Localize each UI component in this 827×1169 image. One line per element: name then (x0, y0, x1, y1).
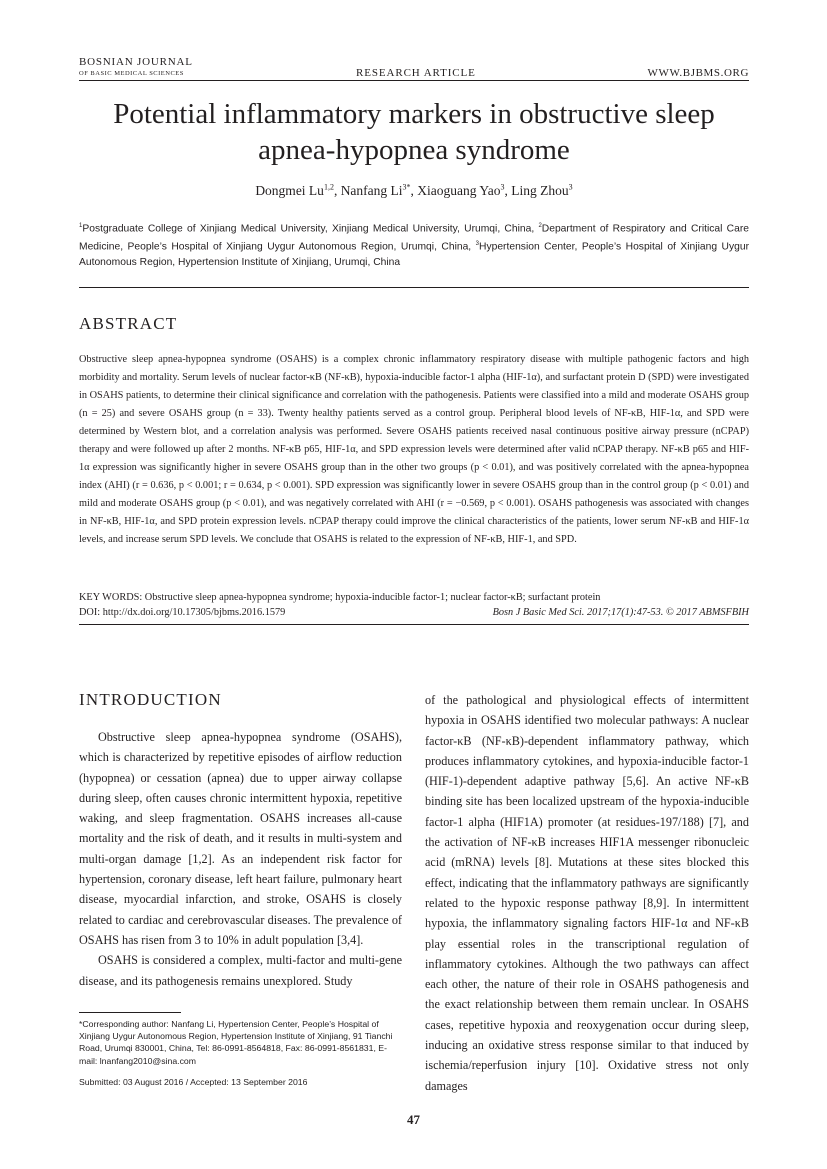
intro-paragraph-continued: of the pathological and physiological effects of intermittent hypoxia in OSAHS identified two molecular pathways: A nuclear factor-κB (NF-κB)-dependent inflammatory pathway, which produces inflammatory cytokines, and hypoxia-inducible factor-1 (HIF-1)-dependent adaptive pathway [5,6]. An active NF-κB binding site has been localized upstream of the hypoxia-inducible factor-1 alpha (HIF1A) promoter (at residues-197/188) [7], and the activation of NF-κB increases HIF1A messenger ribonucleic acid (mRNA) levels [8]. Mutations at these sites blocked this effect, indicating that the inflammatory pathways are significantly related to the hypoxic response pathway [8,9]. In intermittent hypoxia, the inflammatory signaling factors HIF-1α and NF-κB play essential roles in the transcriptional regulation of inflammatory cytokines. Although the two pathways can affect each other, the nature of their role in OSAHS pathogenesis and the exact relationship between them remain unclear. In OSAHS cases, repetitive hypoxia and reoxygenation occur during sleep, inducing an oxidative stress response similar to that induced by ischemia/reperfusion injury [10]. Oxidative stress not only damages (425, 693, 749, 1093)
intro-paragraph-2: OSAHS is considered a complex, multi-factor and multi-gene disease, and its pathogenesis remains unexplored. Study (79, 953, 402, 988)
header-rule (79, 80, 749, 81)
author: Nanfang $Li^{3*}$, (340, 182, 418, 198)
journal-name: BOSNIAN JOURNAL (79, 56, 193, 68)
corresponding-author-note: *Corresponding author: Nanfang Li, Hypertension Center, People’s Hospital of Xinjiang Uygur Autonomous Region, Hypertension Institute of Xinjiang, 91 Tianchi Road, Urumqi 830001, China, Tel: 86-0991-8564818, Fax: 86-0991-8561831, E-mail: lnanfang2010@sina.com (79, 1019, 393, 1066)
abstract-rule (79, 624, 749, 625)
citation: Bosn J Basic Med Sci. 2017;17(1):47-53. © 2017 ABMSFBIH (492, 607, 749, 618)
keywords: KEY WORDS: Obstructive sleep apnea-hypopnea syndrome; hypoxia-inducible factor-1; nuclear factor-κB; surfactant protein (79, 592, 601, 603)
introduction-heading: INTRODUCTION (79, 690, 222, 709)
intro-paragraph-1: Obstructive sleep apnea-hypopnea syndrome (OSAHS), which is characterized by repetitive episodes of airflow reduction (hypopnea) or cessation (apnea) due to upper airway collapse during sleep, often causes chronic intermittent hypoxia, repetitive waking, and sleep fragmentation. OSAHS increases all-cause mortality and the risk of death, and it results in multi-system and multi-organ damage [1,2]. As an independent risk factor for hypertension, coronary disease, left heart failure, pulmonary heart disease, myocardial infarction, and stroke, OSAHS is closely related to cardiac and cerebrovascular diseases. The prevalence of OSAHS has risen from 3 to 10% in adult population [3,4]. (79, 730, 402, 947)
abstract-heading: ABSTRACT (79, 314, 178, 333)
journal-website[interactable]: WWW.BJBMS.ORG (647, 67, 749, 79)
affiliations: $^1$Postgraduate College of Xinjiang Medical University, Xinjiang Medical University, Urumqi, China, $^2$Department of Respiratory and Critical Care Medicine, People’s Hospital of Xinjiang Uygur Autonomous Region, Urumqi, China, $^3$Hypertension Center, People’s Hospital of Xinjiang Uygur Autonomous Region, Hypertension Institute of Xinjiang, Urumqi, China (79, 223, 749, 268)
right-column (425, 690, 749, 1096)
left-column (79, 727, 402, 991)
title-rule (79, 287, 749, 288)
page-number: 47 (407, 1112, 420, 1127)
journal-subtitle: OF BASIC MEDICAL SCIENCES (79, 70, 184, 77)
submission-dates: Submitted: 03 August 2016 / Accepted: 13 September 2016 (79, 1077, 308, 1087)
footnote-rule (79, 1012, 181, 1013)
doi-link[interactable]: DOI: http://dx.doi.org/10.17305/bjbms.2016.1579 (79, 607, 286, 618)
author: Ling Zhou$^3$ (511, 182, 573, 198)
abstract-text: Obstructive sleep apnea-hypopnea syndrome (OSAHS) is a complex chronic inflammatory respiratory disease with multiple pathogenic factors and high morbidity and mortality. Serum levels of nuclear factor-κB (NF-κB), hypoxia-inducible factor-1 alpha (HIF-1α), and surfactant protein D (SPD) were investigated in OSAHS patients, to determine their clinical significance and correlation with the pathogenesis. Patients were classified into a mild and moderate OSAHS group (n = 25) and severe OSAHS group (n = 33). Twenty healthy patients served as a control group. Peripheral blood levels of NF-κB, HIF-1α, and SPD were determined by Western blot, and a correlation analysis was performed. Severe OSAHS patients received nasal continuous positive airway pressure (nCPAP) therapy and were followed up after 2 months. NF-κB p65, HIF-1α, and SPD expression levels were determined after valid nCPAP therapy. NF-κB p65 and HIF-1α expression was significantly higher in severe OSAHS group than in the other two groups (p < 0.01), and was positively correlated with the apnea-hypopnea index (AHI) (r = 0.636, p < 0.001; r = 0.634, p < 0.001). SPD expression was significantly lower in severe OSAHS group than in the control group (p < 0.01) and mild and moderate OSAHS group (p < 0.01), and was negatively correlated with AHI (r = −0.569, p < 0.001). OSAHS pathogenesis was associated with changes in NF-κB, HIF-1α, and SPD protein expression levels. nCPAP therapy could improve the clinical characteristics of the patients, lower serum NF-κB and HIF-1α levels, and increase serum SPD levels. We conclude that OSAHS is related to the expression of NF-κB, HIF-1, and SPD. (79, 354, 749, 545)
author: Dongmei Lu$^{1,2}$, (255, 182, 341, 198)
author: Xiaoguang Yao$^3$, (417, 182, 512, 198)
author-list (79, 182, 749, 199)
article-type: RESEARCH ARTICLE (356, 67, 476, 79)
article-title: Potential inflammatory markers in obstructive sleep apnea-hypopnea syndrome (113, 98, 715, 166)
